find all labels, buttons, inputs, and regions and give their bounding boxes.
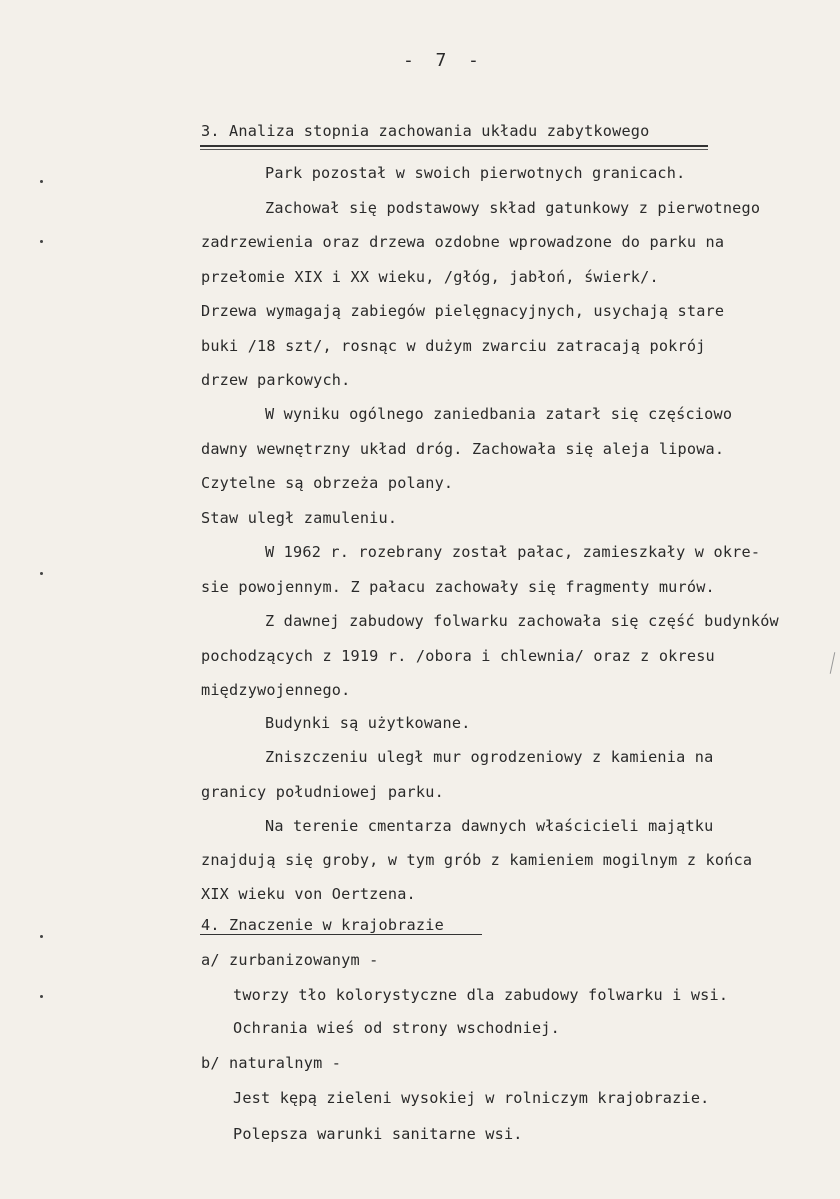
page-number: - 7 - <box>403 50 479 71</box>
body-line: Drzewa wymagają zabiegów pielęgnacyjnych, usychają stare <box>201 302 725 320</box>
body-line: sie powojennym. Z pałacu zachowały się fragmenty murów. <box>201 578 715 596</box>
body-line: XIX wieku von Oertzena. <box>201 885 416 903</box>
section-3-heading-underline <box>200 145 708 147</box>
section-4-line: Ochrania wieś od strony wschodniej. <box>233 1019 561 1037</box>
body-line: W wyniku ogólnego zaniedbania zatarł się częściowo <box>265 405 733 423</box>
section-4-line: Jest kępą zieleni wysokiej w rolniczym krajobrazie. <box>233 1089 710 1107</box>
binding-hole-mark <box>40 935 43 938</box>
binding-hole-mark <box>40 240 43 243</box>
binding-hole-mark <box>40 995 43 998</box>
body-line: Czytelne są obrzeża polany. <box>201 474 454 492</box>
body-line: międzywojennego. <box>201 681 351 699</box>
body-line: znajdują się groby, w tym grób z kamieniem mogilnym z końca <box>201 851 753 869</box>
body-line: pochodzących z 1919 r. /obora i chlewnia/ oraz z okresu <box>201 647 715 665</box>
body-line: Zniszczeniu uległ mur ogrodzeniowy z kamienia na <box>265 748 714 766</box>
section-4-heading: 4. Znaczenie w krajobrazie <box>201 916 444 934</box>
body-line: Staw uległ zamuleniu. <box>201 509 398 527</box>
binding-hole-mark <box>40 572 43 575</box>
body-line: Zachował się podstawowy skład gatunkowy z pierwotnego <box>265 199 761 217</box>
body-line: Na terenie cmentarza dawnych właścicieli majątku <box>265 817 714 835</box>
section-3-heading: 3. Analiza stopnia zachowania układu zabytkowego <box>201 122 650 140</box>
section-4-line: Polepsza warunki sanitarne wsi. <box>233 1125 523 1143</box>
section-4-line: b/ naturalnym - <box>201 1054 342 1072</box>
body-line: przełomie XIX i XX wieku, /głóg, jabłoń, świerk/. <box>201 268 659 286</box>
body-line: dawny wewnętrzny układ dróg. Zachowała się aleja lipowa. <box>201 440 725 458</box>
body-line: Budynki są użytkowane. <box>265 714 471 732</box>
body-line: buki /18 szt/, rosnąc w dużym zwarciu zatracają pokrój <box>201 337 706 355</box>
body-line: zadrzewienia oraz drzewa ozdobne wprowadzone do parku na <box>201 233 725 251</box>
binding-hole-mark <box>40 180 43 183</box>
section-4-line: a/ zurbanizowanym - <box>201 951 379 969</box>
body-line: W 1962 r. rozebrany został pałac, zamieszkały w okre- <box>265 543 761 561</box>
body-line: granicy południowej parku. <box>201 783 444 801</box>
margin-pencil-mark <box>830 652 836 674</box>
body-line: drzew parkowych. <box>201 371 351 389</box>
body-line: Park pozostał w swoich pierwotnych granicach. <box>265 164 686 182</box>
section-4-heading-underline <box>200 934 482 935</box>
section-4-line: tworzy tło kolorystyczne dla zabudowy folwarku i wsi. <box>233 986 729 1004</box>
body-line: Z dawnej zabudowy folwarku zachowała się część budynków <box>265 612 779 630</box>
